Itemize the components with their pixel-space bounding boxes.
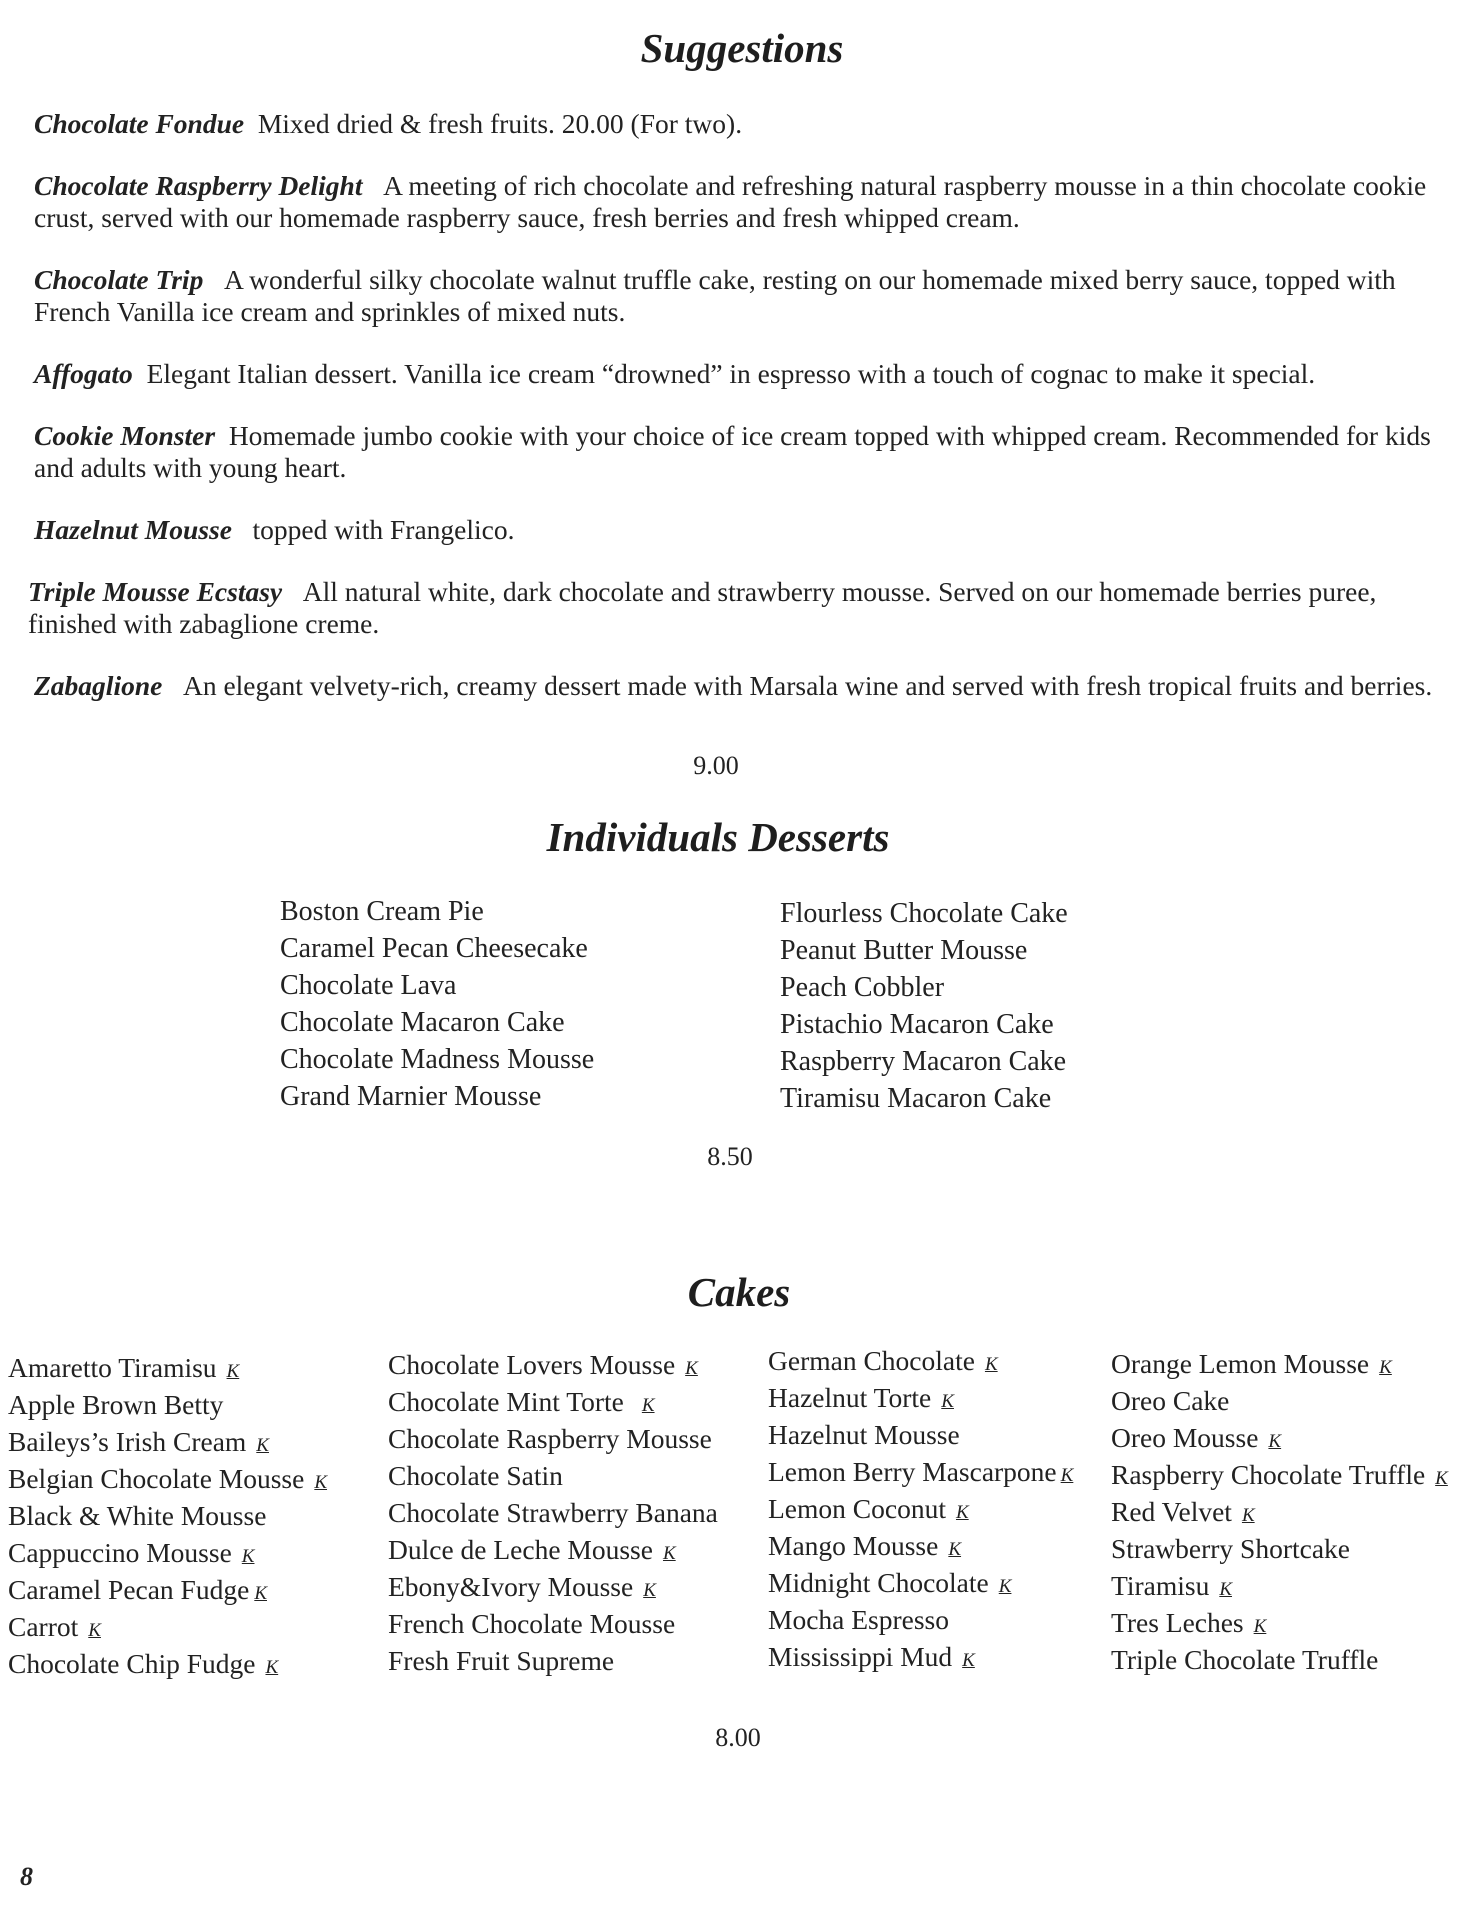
cake-name: Apple Brown Betty [8, 1389, 224, 1420]
cake-item [8, 1497, 327, 1534]
suggestion-item [34, 170, 1454, 234]
cake-name: Raspberry Chocolate Truffle [1111, 1459, 1426, 1490]
cake-name: Mango Mousse [768, 1530, 939, 1561]
cake-name: Dulce de Leche Mousse [388, 1534, 653, 1565]
cake-name: Black & White Mousse [8, 1500, 267, 1531]
cake-item [388, 1420, 718, 1457]
kosher-mark: K [641, 1395, 655, 1416]
cake-name: Lemon Coconut [768, 1493, 946, 1524]
page-number: 8 [20, 1862, 33, 1891]
cake-name: Caramel Pecan Fudge [8, 1574, 250, 1605]
cake-item [768, 1416, 1073, 1453]
cake-name: Mississippi Mud [768, 1641, 953, 1672]
suggestion-item [34, 358, 1454, 390]
kosher-mark: K [662, 1543, 676, 1564]
cake-name: Mocha Espresso [768, 1604, 950, 1635]
cake-name: Fresh Fruit Supreme [388, 1645, 615, 1676]
kosher-mark: K [241, 1546, 255, 1567]
kosher-mark: K [643, 1580, 656, 1601]
suggestion-description: topped with Frangelico. [252, 514, 515, 545]
suggestion-description: Elegant Italian dessert. Vanilla ice cream “drowned” in espresso with a touch of cognac to make it special. [146, 358, 1316, 389]
cake-item [1111, 1382, 1448, 1419]
kosher-mark: K [254, 1583, 267, 1604]
cake-item [768, 1490, 1073, 1527]
cake-name: Lemon Berry Mascarpone [768, 1456, 1057, 1487]
cake-item [768, 1453, 1073, 1490]
kosher-mark: K [685, 1358, 698, 1379]
suggestion-name: Chocolate Fondue [34, 108, 245, 139]
cake-item [8, 1460, 327, 1497]
cake-name: Tiramisu [1111, 1570, 1210, 1601]
suggestion-name: Hazelnut Mousse [34, 514, 232, 545]
kosher-mark: K [984, 1354, 998, 1375]
kosher-mark: K [1253, 1616, 1267, 1637]
cake-item [8, 1534, 327, 1571]
cake-item [388, 1605, 718, 1642]
cake-name: Red Velvet [1111, 1496, 1232, 1527]
cake-item [388, 1531, 718, 1568]
cake-item [1111, 1345, 1448, 1382]
list-item: Tiramisu Macaron Cake [780, 1083, 1052, 1114]
cakes-price: 8.00 [715, 1723, 761, 1752]
cake-name: Baileys’s Irish Cream [8, 1426, 247, 1457]
kosher-mark: K [226, 1361, 240, 1382]
cake-name: Oreo Cake [1111, 1385, 1230, 1416]
individuals-right-column [780, 895, 1068, 1117]
cake-name: Chocolate Mint Torte [388, 1386, 624, 1417]
suggestion-name: Zabaglione [34, 670, 163, 701]
list-item: Peach Cobbler [780, 972, 945, 1003]
list-item: Chocolate Lava [280, 970, 457, 1001]
suggestion-item [34, 108, 1454, 140]
cake-item [388, 1383, 718, 1420]
cake-item [388, 1457, 718, 1494]
suggestion-description: A wonderful silky chocolate walnut truffle cake, resting on our homemade mixed berry sauce, topped with French Vanilla ice cream and sprinkles of mixed nuts. [34, 264, 1396, 327]
list-item: Raspberry Macaron Cake [780, 1046, 1067, 1077]
cake-name: Oreo Mousse [1111, 1422, 1259, 1453]
cake-name: Tres Leches [1111, 1607, 1244, 1638]
cake-name: Chocolate Satin [388, 1460, 563, 1491]
cake-item [8, 1423, 327, 1460]
cake-name: Chocolate Strawberry Banana [388, 1497, 718, 1528]
cake-name: Ebony&Ivory Mousse [388, 1571, 634, 1602]
individuals-heading: Individuals Desserts [546, 814, 890, 860]
cake-item [8, 1571, 327, 1608]
list-item: Boston Cream Pie [280, 896, 484, 927]
suggestion-item [34, 514, 1454, 546]
kosher-mark: K [256, 1435, 269, 1456]
suggestion-name: Triple Mousse Ecstasy [28, 576, 283, 607]
list-item: Flourless Chocolate Cake [780, 898, 1068, 929]
individuals-price: 8.50 [707, 1142, 753, 1171]
suggestion-description: All natural white, dark chocolate and strawberry mousse. Served on our homemade berries puree, finished with zabaglione creme. [28, 576, 1377, 639]
cake-name: Midnight Chocolate [768, 1567, 989, 1598]
list-item: Grand Marnier Mousse [280, 1081, 542, 1112]
suggestion-name: Cookie Monster [34, 420, 216, 451]
cake-name: Triple Chocolate Truffle [1111, 1644, 1379, 1675]
cake-item [388, 1346, 718, 1383]
cake-name: Chocolate Raspberry Mousse [388, 1423, 712, 1454]
kosher-mark: K [955, 1502, 969, 1523]
kosher-mark: K [88, 1620, 101, 1641]
cake-item [768, 1342, 1073, 1379]
kosher-mark: K [314, 1472, 328, 1493]
cakes-heading: Cakes [687, 1269, 791, 1315]
list-item: Chocolate Madness Mousse [280, 1044, 595, 1075]
cake-name: Chocolate Lovers Mousse [388, 1349, 676, 1380]
cake-item [1111, 1456, 1448, 1493]
cake-item [8, 1608, 327, 1645]
list-item: Chocolate Macaron Cake [280, 1007, 565, 1038]
suggestion-item [28, 576, 1454, 640]
list-item: Pistachio Macaron Cake [780, 1009, 1054, 1040]
individuals-left-column [280, 893, 594, 1115]
kosher-mark: K [1435, 1468, 1448, 1489]
suggestions-heading: Suggestions [640, 25, 844, 71]
cake-item [1111, 1567, 1448, 1604]
cake-name: Belgian Chocolate Mousse [8, 1463, 305, 1494]
suggestion-description: Homemade jumbo cookie with your choice of ice cream topped with whipped cream. Recommended for kids and adults with young heart. [34, 420, 1431, 483]
cake-item [1111, 1419, 1448, 1456]
kosher-mark: K [948, 1539, 962, 1560]
kosher-mark: K [1219, 1579, 1233, 1600]
cake-item [1111, 1493, 1448, 1530]
kosher-mark: K [941, 1391, 954, 1412]
kosher-mark: K [962, 1650, 975, 1671]
cake-item [8, 1645, 327, 1682]
cake-name: Amaretto Tiramisu [8, 1352, 217, 1383]
cake-item [8, 1386, 327, 1423]
cake-item [768, 1638, 1073, 1675]
cake-name: Orange Lemon Mousse [1111, 1348, 1370, 1379]
cake-item [768, 1527, 1073, 1564]
suggestion-item [34, 420, 1454, 484]
cake-name: Strawberry Shortcake [1111, 1533, 1351, 1564]
cake-name: Carrot [8, 1611, 79, 1642]
cake-name: Hazelnut Torte [768, 1382, 932, 1413]
cake-name: German Chocolate [768, 1345, 975, 1376]
list-item: Peanut Butter Mousse [780, 935, 1028, 966]
cake-item [768, 1601, 1073, 1638]
cake-item [1111, 1530, 1448, 1567]
cake-name: Chocolate Chip Fudge [8, 1648, 256, 1679]
suggestions-list [28, 108, 1454, 732]
cake-item [388, 1568, 718, 1605]
cake-name: French Chocolate Mousse [388, 1608, 676, 1639]
cakes-column-1 [8, 1349, 327, 1682]
kosher-mark: K [1379, 1357, 1392, 1378]
cakes-column-3 [768, 1342, 1073, 1675]
kosher-mark: K [265, 1657, 279, 1678]
cake-name: Hazelnut Mousse [768, 1419, 960, 1450]
cake-item [388, 1642, 718, 1679]
suggestion-description: A meeting of rich chocolate and refreshing natural raspberry mousse in a thin chocolate cookie crust, served with our homemade raspberry sauce, fresh berries and fresh whipped cream. [34, 170, 1427, 233]
suggestion-description: An elegant velvety-rich, creamy dessert made with Marsala wine and served with fresh tropical fruits and berries. [182, 670, 1433, 701]
cake-item [1111, 1641, 1448, 1678]
kosher-mark: K [998, 1576, 1012, 1597]
suggestion-name: Affogato [34, 358, 133, 389]
cake-name: Cappuccino Mousse [8, 1537, 232, 1568]
cakes-column-4 [1111, 1345, 1448, 1678]
suggestion-name: Chocolate Raspberry Delight [34, 170, 363, 201]
cakes-column-2 [388, 1346, 718, 1679]
cake-item [388, 1494, 718, 1531]
kosher-mark: K [1060, 1465, 1074, 1486]
cake-item [768, 1564, 1073, 1601]
kosher-mark: K [1268, 1431, 1282, 1452]
suggestion-description: Mixed dried & fresh fruits. 20.00 (For two). [257, 108, 743, 139]
suggestion-name: Chocolate Trip [34, 264, 204, 295]
suggestions-price: 9.00 [693, 751, 739, 780]
cake-item [1111, 1604, 1448, 1641]
kosher-mark: K [1241, 1505, 1255, 1526]
suggestion-item [34, 264, 1454, 328]
suggestion-item [34, 670, 1454, 702]
cake-item [8, 1349, 327, 1386]
list-item: Caramel Pecan Cheesecake [280, 933, 588, 964]
cake-item [768, 1379, 1073, 1416]
